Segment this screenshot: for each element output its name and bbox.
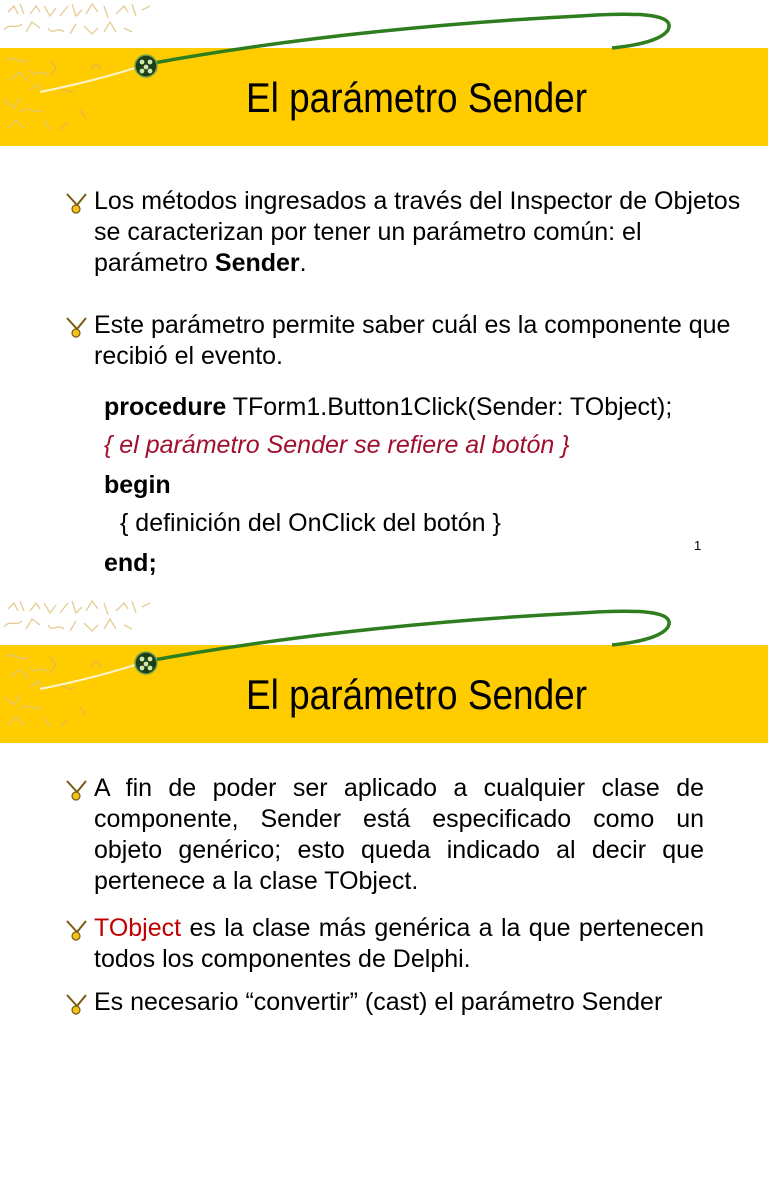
scissors-bullet-icon — [64, 917, 90, 943]
tobject-highlight: TObject — [94, 914, 182, 942]
code-keyword-begin: begin — [104, 471, 171, 499]
slide-title: El parámetro Sender — [246, 671, 588, 718]
code-body-comment: { definición del OnClick del botón } — [120, 509, 501, 537]
scissors-bullet-icon — [64, 190, 90, 216]
bullet-item — [64, 913, 704, 975]
page-number: 1 — [694, 538, 702, 553]
code-comment: { el parámetro Sender se refiere al botón } — [104, 431, 570, 459]
bullet-item — [64, 773, 704, 897]
bullet-item — [64, 987, 704, 1018]
code-keyword-end: end; — [104, 549, 157, 577]
flower-bead-icon — [135, 55, 157, 77]
slide-2 — [0, 597, 768, 1194]
bullet-item — [64, 186, 760, 279]
scissors-bullet-icon — [64, 777, 90, 803]
bullet-text: Es necesario “convertir” (cast) el parámetro Sender — [94, 988, 663, 1016]
bullet-text: Este parámetro permite saber cuál es la componente que recibió el evento. — [94, 311, 731, 370]
slide-title: El parámetro Sender — [246, 74, 588, 121]
bullet-item — [64, 310, 760, 372]
bullet-text: TObject es la clase más genérica a la que pertenecen todos los componentes de Delphi. — [94, 914, 704, 973]
bullet-text: Los métodos ingresados a través del Inspector de Objetos se caracterizan por tener un parámetro común: el parámetro Sender. — [94, 187, 741, 277]
bullet-text: A fin de poder ser aplicado a cualquier clase de componente, Sender está especificado como un objeto genérico; esto queda indicado al decir que pertenece a la clase TObject. — [94, 774, 704, 895]
flower-bead-icon — [135, 652, 157, 674]
scissors-bullet-icon — [64, 314, 90, 340]
code-line-procedure: procedure TForm1.Button1Click(Sender: TObject); — [104, 393, 673, 421]
scissors-bullet-icon — [64, 991, 90, 1017]
bold-term: Sender — [214, 249, 300, 277]
